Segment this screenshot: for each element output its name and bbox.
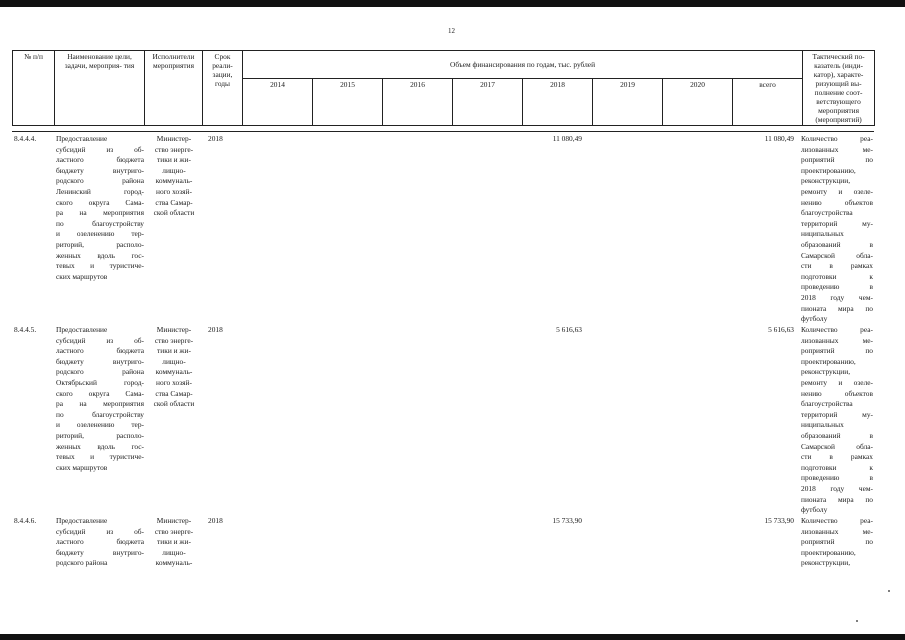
cell-text-line: коммуналь-: [155, 367, 193, 377]
cell-text-line: роприятий по: [801, 537, 873, 547]
header-term: Срок реали- зации, годы: [203, 51, 243, 126]
row-executors: [146, 134, 202, 219]
cell-text-line: бюджету внутриго-: [56, 356, 144, 366]
cell-text-line: по благоустройству: [56, 218, 144, 228]
table-header: [12, 50, 875, 126]
cell-text-line: благоустройства: [801, 399, 853, 409]
cell-text-line: родского района: [56, 367, 144, 377]
row-executors: [146, 516, 202, 569]
row-term: 2018: [208, 325, 223, 334]
row-indicator: [801, 134, 873, 325]
header-year-2017: 2017: [453, 79, 523, 126]
cell-text-line: Самарской обла-: [801, 250, 873, 260]
cell-text-line: нению объектов: [801, 388, 873, 398]
row-number: 8.4.4.5.: [14, 325, 37, 334]
cell-text-line: лизованных ме-: [801, 526, 873, 536]
cell-text-line: Предоставление: [56, 325, 108, 334]
cell-text-line: риторий, располо-: [56, 239, 144, 249]
header-num: № п/п: [13, 51, 55, 126]
row-total: 5 616,63: [768, 325, 794, 334]
header-year-2016: 2016: [383, 79, 453, 126]
row-term: 2018: [208, 516, 223, 525]
header-executors: Исполнители мероприятия: [145, 51, 203, 126]
cell-text-line: ра на мероприятия: [56, 208, 144, 218]
cell-text-line: территорий му-: [801, 409, 873, 419]
cell-text-line: ного хозяй-: [156, 186, 192, 196]
cell-text-line: подготовки к: [801, 462, 873, 472]
header-year-2015: 2015: [313, 79, 383, 126]
cell-text-line: коммуналь-: [155, 558, 193, 568]
cell-text-line: тики и жи-: [157, 155, 191, 165]
cell-text-line: проведению в: [801, 282, 873, 292]
header-indicator: Тактический по- казатель (инди- катор), характе- ризующий вы- полнение соот- ветствующего мероприятия (мероприятий): [803, 51, 875, 126]
row-number: 8.4.4.6.: [14, 516, 37, 525]
header-year-2019: 2019: [593, 79, 663, 126]
cell-text-line: ство энерге-: [154, 526, 194, 536]
cell-text-line: благоустройства: [801, 208, 853, 218]
row-amount-2018: 15 733,90: [552, 516, 582, 525]
cell-text-line: ской области: [153, 208, 195, 218]
cell-text-line: сти в рамках: [801, 452, 873, 462]
cell-text-line: подготовки к: [801, 271, 873, 281]
cell-text-line: лищно-: [162, 356, 186, 366]
scan-speck: [856, 620, 858, 622]
cell-text-line: по благоустройству: [56, 409, 144, 419]
cell-text-line: Количество реа-: [801, 516, 873, 525]
cell-text-line: ства Самар-: [155, 197, 193, 207]
cell-text-line: ниципальных: [801, 229, 844, 239]
cell-text-line: женных вдоль гос-: [56, 250, 144, 260]
cell-text-line: родского района: [56, 176, 144, 186]
cell-text-line: субсидий из об-: [56, 526, 144, 536]
cell-text-line: роприятий по: [801, 346, 873, 356]
header-year-2020: 2020: [663, 79, 733, 126]
cell-text-line: ских маршрутов: [56, 271, 108, 281]
header-year-2018: 2018: [523, 79, 593, 126]
row-indicator: [801, 325, 873, 516]
cell-text-line: коммуналь-: [155, 176, 193, 186]
row-term: 2018: [208, 134, 223, 143]
cell-text-line: реконструкции,: [801, 367, 851, 377]
cell-text-line: ремонту и озеле-: [801, 377, 873, 387]
cell-text-line: 2018 году чем-: [801, 292, 873, 302]
cell-text-line: реконструкции,: [801, 176, 851, 186]
cell-text-line: территорий му-: [801, 218, 873, 228]
cell-text-line: Предоставление: [56, 134, 108, 143]
cell-text-line: ластного бюджета: [56, 537, 144, 547]
scan-speck: [888, 590, 890, 592]
cell-text-line: роприятий по: [801, 155, 873, 165]
cell-text-line: тики и жи-: [157, 346, 191, 356]
row-total: 15 733,90: [764, 516, 794, 525]
cell-text-line: лизованных ме-: [801, 335, 873, 345]
cell-text-line: нению объектов: [801, 197, 873, 207]
page-number: 12: [448, 27, 455, 35]
cell-text-line: бюджету внутриго-: [56, 547, 144, 557]
cell-text-line: Предоставление: [56, 516, 108, 525]
header-name: Наименование цели, задачи, мероприя- тия: [55, 51, 145, 126]
cell-text-line: проектированию,: [801, 165, 856, 175]
cell-text-line: лизованных ме-: [801, 144, 873, 154]
cell-text-line: ских маршрутов: [56, 462, 108, 472]
row-name: [56, 325, 144, 473]
cell-text-line: пионата мира по: [801, 494, 873, 504]
cell-text-line: пионата мира по: [801, 303, 873, 313]
cell-text-line: лищно-: [162, 547, 186, 557]
header-funding: Объем финансирования по годам, тыс. рублей: [243, 51, 803, 79]
cell-text-line: проектированию,: [801, 547, 856, 557]
header-total: всего: [733, 79, 803, 126]
cell-text-line: ного хозяй-: [156, 377, 192, 387]
cell-text-line: тевых и туристиче-: [56, 261, 144, 271]
cell-text-line: тики и жи-: [157, 537, 191, 547]
row-total: 11 080,49: [764, 134, 794, 143]
cell-text-line: Самарской обла-: [801, 441, 873, 451]
cell-text-line: тевых и туристиче-: [56, 452, 144, 462]
cell-text-line: ства Самар-: [155, 388, 193, 398]
cell-text-line: сти в рамках: [801, 261, 873, 271]
row-amount-2018: 11 080,49: [552, 134, 582, 143]
cell-text-line: футболу: [801, 505, 828, 515]
cell-text-line: реконструкции,: [801, 558, 851, 568]
row-indicator: [801, 516, 873, 569]
cell-text-line: Министер-: [156, 325, 192, 334]
cell-text-line: женных вдоль гос-: [56, 441, 144, 451]
row-name: [56, 134, 144, 282]
cell-text-line: ского округа Сама-: [56, 388, 144, 398]
cell-text-line: 2018 году чем-: [801, 483, 873, 493]
cell-text-line: ластного бюджета: [56, 155, 144, 165]
cell-text-line: проведению в: [801, 473, 873, 483]
cell-text-line: ской области: [153, 399, 195, 409]
cell-text-line: Министер-: [156, 134, 192, 143]
row-number: 8.4.4.4.: [14, 134, 37, 143]
cell-text-line: ниципальных: [801, 420, 844, 430]
cell-text-line: Министер-: [156, 516, 192, 525]
cell-text-line: ского округа Сама-: [56, 197, 144, 207]
cell-text-line: субсидий из об-: [56, 335, 144, 345]
row-amount-2018: 5 616,63: [556, 325, 582, 334]
funding-table: [12, 50, 874, 632]
cell-text-line: лищно-: [162, 165, 186, 175]
cell-text-line: ластного бюджета: [56, 346, 144, 356]
row-executors: [146, 325, 202, 410]
cell-text-line: образований в: [801, 239, 873, 249]
cell-text-line: родского района: [56, 558, 108, 568]
cell-text-line: бюджету внутриго-: [56, 165, 144, 175]
cell-text-line: ремонту и озеле-: [801, 186, 873, 196]
header-year-2014: 2014: [243, 79, 313, 126]
cell-text-line: Количество реа-: [801, 134, 873, 143]
row-name: [56, 516, 144, 569]
scan-border-top: [0, 0, 905, 7]
cell-text-line: и озеленению тер-: [56, 229, 144, 239]
scan-border-bottom: [0, 634, 905, 640]
cell-text-line: ство энерге-: [154, 335, 194, 345]
cell-text-line: образований в: [801, 430, 873, 440]
cell-text-line: риторий, располо-: [56, 430, 144, 440]
cell-text-line: ра на мероприятия: [56, 399, 144, 409]
cell-text-line: футболу: [801, 314, 828, 324]
cell-text-line: субсидий из об-: [56, 144, 144, 154]
cell-text-line: проектированию,: [801, 356, 856, 366]
header-bottom-rule: [12, 131, 874, 132]
cell-text-line: Октябрьский город-: [56, 377, 144, 387]
cell-text-line: и озеленению тер-: [56, 420, 144, 430]
cell-text-line: Количество реа-: [801, 325, 873, 334]
cell-text-line: Ленинский город-: [56, 186, 144, 196]
cell-text-line: ство энерге-: [154, 144, 194, 154]
